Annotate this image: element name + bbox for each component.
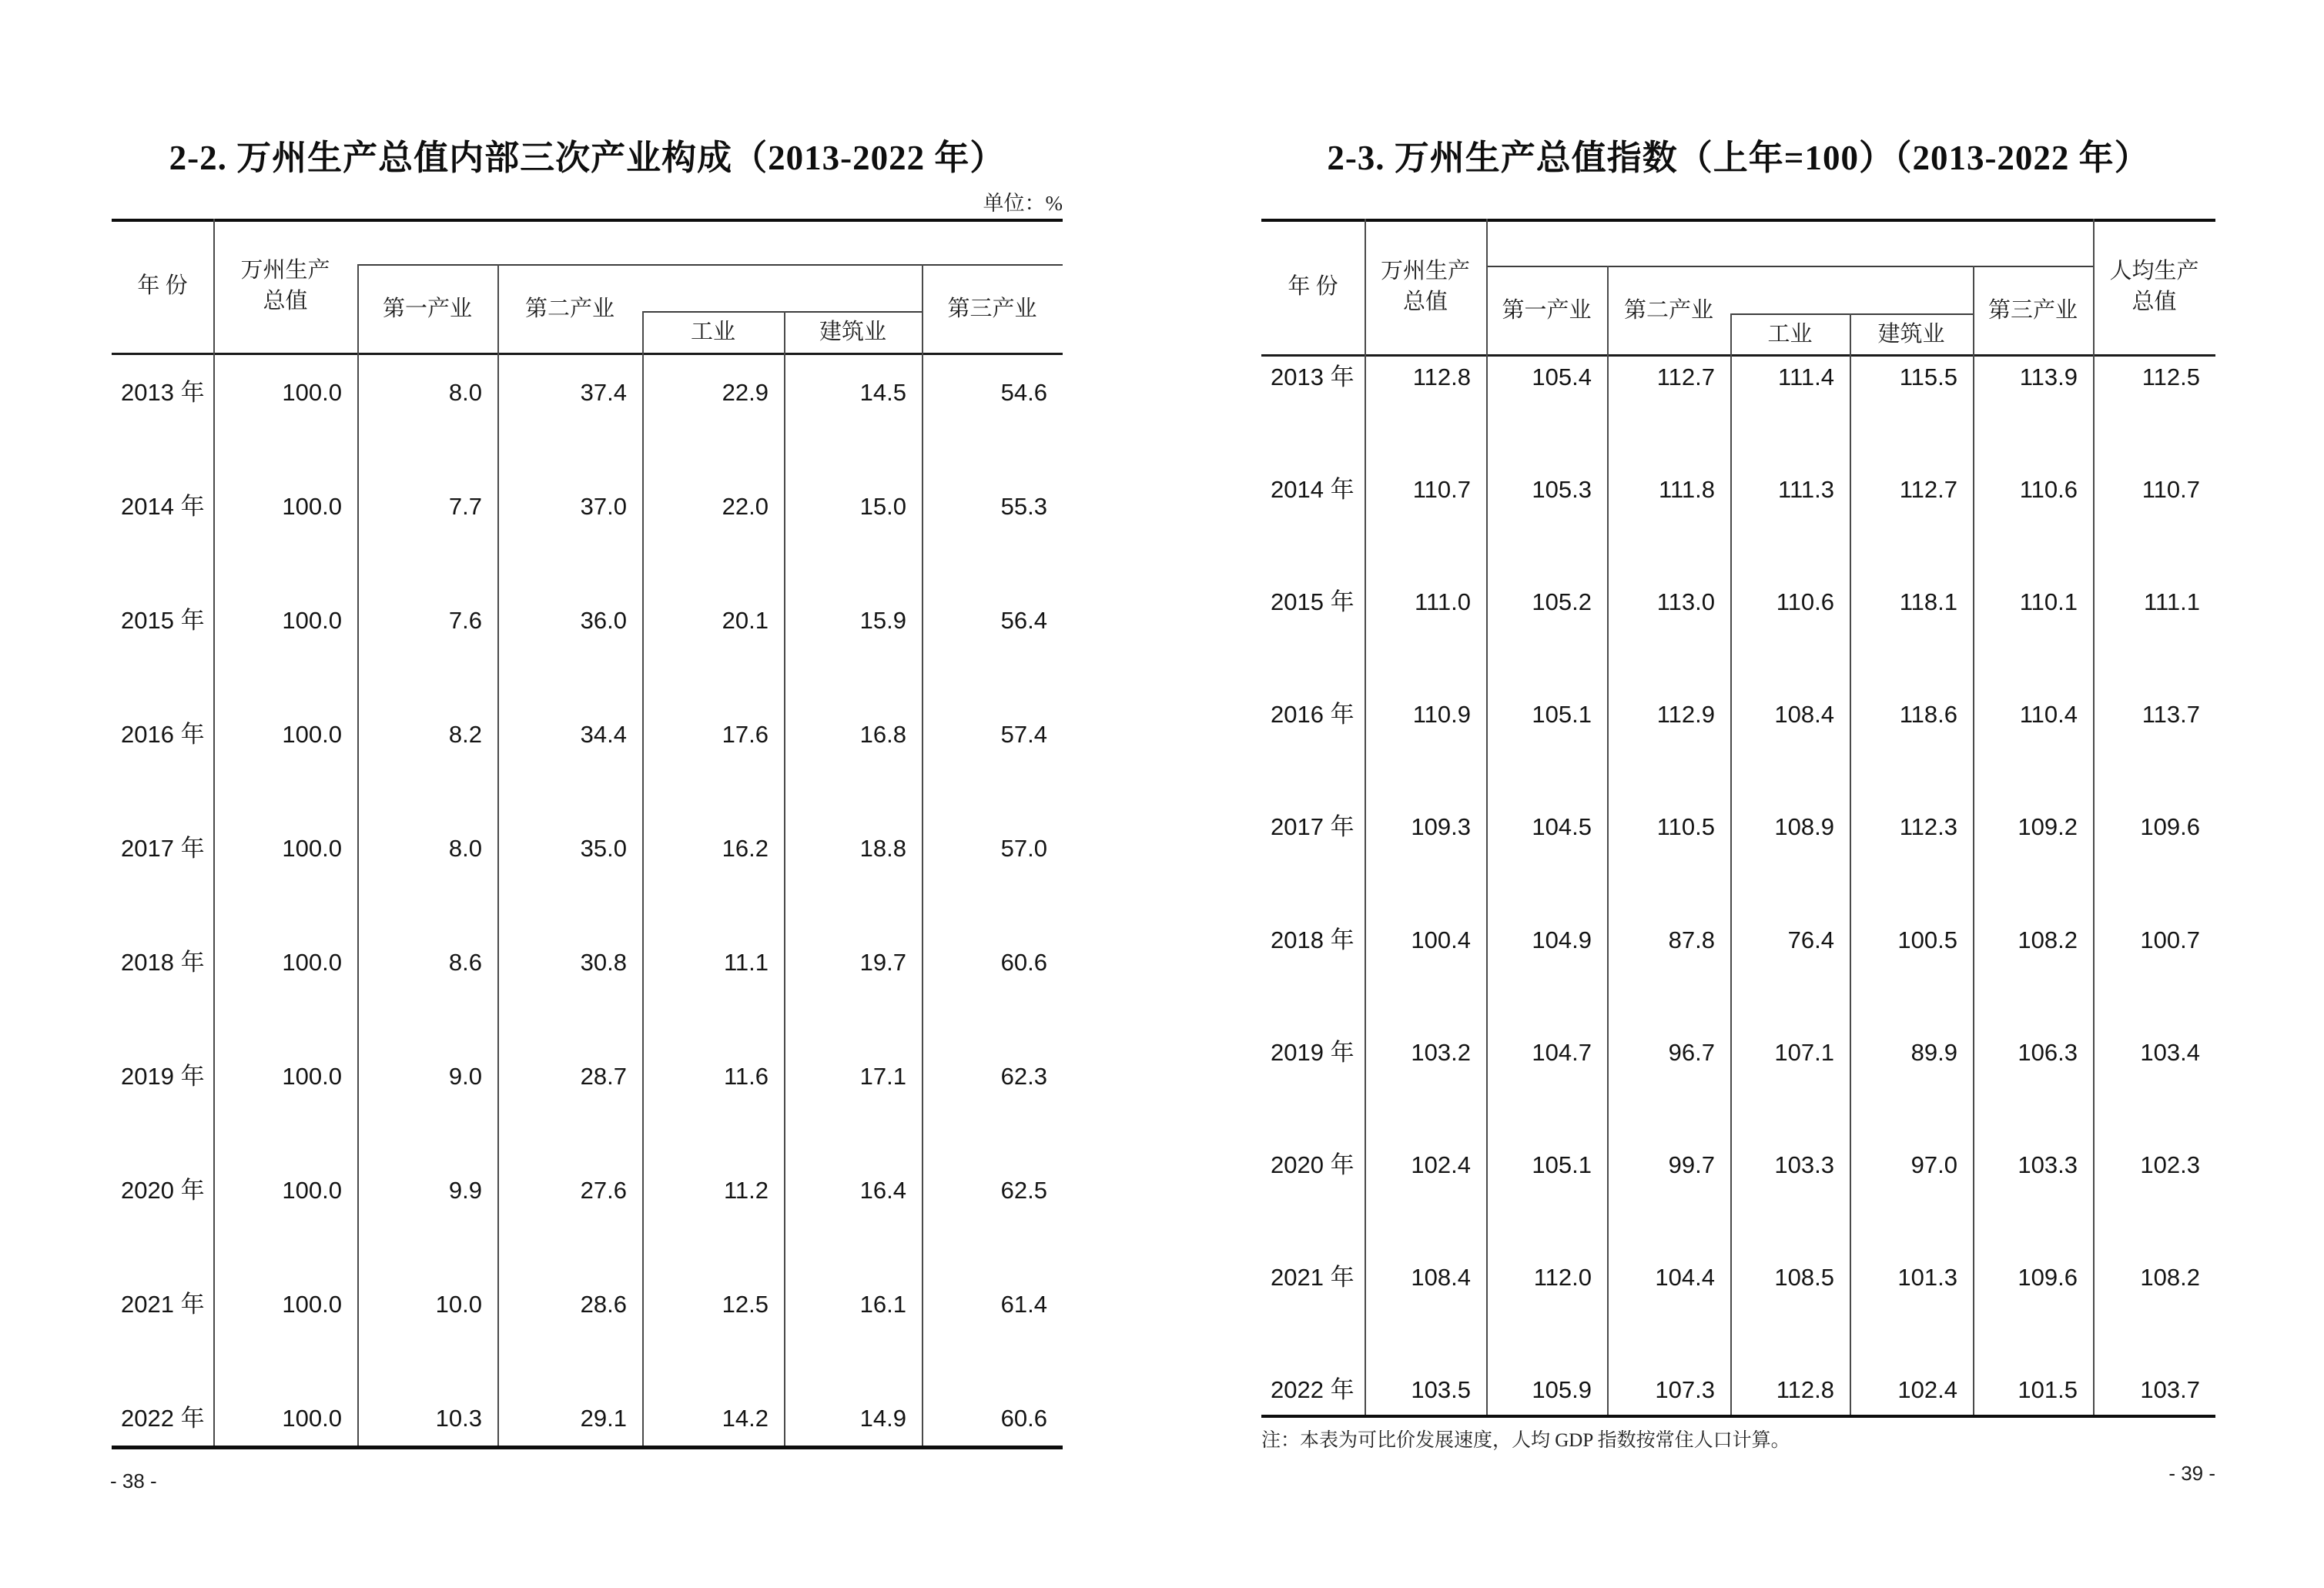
table-cell: 107.3	[1655, 1375, 1715, 1403]
right-table-note: 注：本表为可比价发展速度，人均 GDP 指数按常住人口计算。	[1261, 1430, 1790, 1451]
right-table-vline-industry	[1850, 313, 1851, 1415]
table-cell: 14.5	[859, 379, 906, 406]
table-cell: 108.4	[1411, 1263, 1471, 1291]
table-cell: 110.6	[2019, 476, 2078, 504]
left-table-vline-industry	[784, 311, 785, 1446]
left-table-vline-year	[213, 219, 215, 1446]
table-cell: 100.0	[282, 949, 342, 976]
right-table-vline-primary	[1607, 266, 1609, 1415]
table-cell: 115.5	[1899, 363, 1957, 390]
table-cell: 11.6	[723, 1063, 769, 1090]
table-cell: 110.7	[2141, 476, 2200, 504]
table-cell: 113.0	[1656, 588, 1715, 616]
table-cell: 105.3	[1532, 476, 1592, 504]
left-table-title: 2-2. 万州生产总值内部三次产业构成（2013-2022 年）	[169, 139, 1006, 177]
year-cell: 2019 年	[1271, 1038, 1355, 1066]
table-cell: 112.5	[2141, 363, 2200, 390]
table-cell: 104.7	[1532, 1038, 1592, 1066]
table-cell: 12.5	[722, 1291, 769, 1318]
table-cell: 14.9	[859, 1405, 906, 1432]
table-cell: 109.6	[2140, 813, 2200, 841]
right-header-tertiary: 第三产业	[1987, 297, 2078, 323]
year-cell: 2015 年	[121, 607, 205, 634]
left-table-header-bottom-rule	[112, 353, 1063, 355]
table-cell: 109.3	[1411, 813, 1471, 841]
table-cell: 102.4	[1897, 1375, 1957, 1403]
year-cell: 2016 年	[121, 721, 205, 748]
right-header-industry: 工业	[1767, 321, 1813, 347]
table-cell: 118.6	[1899, 701, 1957, 729]
table-cell: 20.1	[722, 607, 769, 634]
table-cell: 104.4	[1655, 1263, 1715, 1291]
table-cell: 102.4	[1411, 1151, 1471, 1178]
table-cell: 100.0	[282, 1177, 342, 1204]
table-cell: 108.4	[1774, 701, 1834, 729]
table-cell: 103.5	[1411, 1375, 1471, 1403]
right-table-vline-construction	[1973, 266, 1974, 1415]
table-cell: 35.0	[580, 835, 627, 862]
table-cell: 89.9	[1910, 1038, 1957, 1066]
table-cell: 100.0	[282, 1291, 342, 1318]
table-cell: 17.6	[722, 721, 769, 748]
table-cell: 57.4	[1000, 721, 1047, 748]
table-cell: 8.2	[448, 721, 482, 748]
left-header-secondary: 第二产业	[524, 296, 614, 321]
table-cell: 36.0	[580, 607, 627, 634]
table-cell: 118.1	[1899, 588, 1957, 616]
left-page-number: - 38 -	[110, 1469, 157, 1493]
table-cell: 28.7	[580, 1063, 627, 1090]
table-cell: 108.5	[1774, 1263, 1834, 1291]
right-table-title: 2-3. 万州生产总值指数（上年=100）（2013-2022 年）	[1327, 139, 2150, 177]
table-cell: 8.0	[448, 835, 482, 862]
table-cell: 34.4	[580, 721, 627, 748]
table-cell: 103.4	[2140, 1038, 2200, 1066]
table-cell: 100.0	[282, 493, 342, 520]
table-cell: 111.3	[1778, 476, 1834, 504]
table-cell: 112.8	[1776, 1375, 1834, 1403]
table-cell: 112.3	[1899, 813, 1957, 841]
table-cell: 62.5	[1000, 1177, 1047, 1204]
table-cell: 102.3	[2140, 1151, 2200, 1178]
table-cell: 11.2	[723, 1177, 769, 1204]
table-cell: 8.6	[448, 949, 482, 976]
right-table-vline-secondary	[1730, 313, 1732, 1415]
table-cell: 111.4	[1778, 363, 1834, 390]
table-cell: 60.6	[1000, 1405, 1047, 1432]
table-cell: 100.0	[282, 607, 342, 634]
year-cell: 2014 年	[121, 493, 205, 520]
table-cell: 19.7	[859, 949, 906, 976]
right-header-secondary: 第二产业	[1623, 297, 1713, 323]
table-cell: 22.0	[722, 493, 769, 520]
right-table-header-bottom-rule	[1261, 354, 2215, 357]
left-header-year: 年 份	[137, 273, 188, 298]
right-page-number: - 39 -	[2168, 1462, 2215, 1485]
table-cell: 16.8	[859, 721, 906, 748]
table-cell: 9.9	[448, 1177, 482, 1204]
table-cell: 103.2	[1411, 1038, 1471, 1066]
table-cell: 10.0	[435, 1291, 482, 1318]
table-cell: 8.0	[448, 379, 482, 406]
right-table-vline-gdp	[1486, 219, 1488, 1415]
table-cell: 103.3	[1774, 1151, 1834, 1178]
table-cell: 61.4	[1000, 1291, 1047, 1318]
table-cell: 87.8	[1668, 926, 1715, 953]
left-header-primary: 第一产业	[382, 296, 472, 321]
left-header-construction: 建筑业	[819, 320, 886, 344]
table-cell: 16.2	[722, 835, 769, 862]
table-cell: 101.3	[1897, 1263, 1957, 1291]
year-cell: 2013 年	[121, 379, 205, 406]
table-cell: 97.0	[1910, 1151, 1957, 1178]
year-cell: 2017 年	[121, 835, 205, 862]
right-header-primary: 第一产业	[1502, 297, 1592, 323]
table-cell: 27.6	[580, 1177, 627, 1204]
table-cell: 14.2	[722, 1405, 769, 1432]
table-cell: 60.6	[1000, 949, 1047, 976]
table-cell: 76.4	[1787, 926, 1834, 953]
table-cell: 110.4	[2019, 701, 2078, 729]
table-cell: 15.9	[859, 607, 906, 634]
year-cell: 2019 年	[121, 1063, 205, 1090]
table-cell: 110.5	[1656, 813, 1715, 841]
table-cell: 111.8	[1659, 476, 1715, 504]
year-cell: 2018 年	[121, 949, 205, 976]
year-cell: 2018 年	[1271, 926, 1355, 953]
left-header-industry: 工业	[690, 320, 735, 344]
right-header-gdp-line1: 万州生产	[1380, 259, 1470, 283]
table-cell: 108.9	[1774, 813, 1834, 841]
right-header-per-capita	[2093, 219, 2215, 354]
table-cell: 103.3	[2018, 1151, 2078, 1178]
table-cell: 110.1	[2019, 588, 2078, 616]
left-table-vline-gdp	[357, 264, 359, 1446]
table-cell: 101.5	[2018, 1375, 2078, 1403]
table-cell: 105.2	[1532, 588, 1592, 616]
table-cell: 109.6	[2018, 1263, 2078, 1291]
table-cell: 96.7	[1668, 1038, 1715, 1066]
table-cell: 104.9	[1532, 926, 1592, 953]
table-cell: 15.0	[859, 493, 906, 520]
table-cell: 7.6	[448, 607, 482, 634]
table-cell: 37.0	[580, 493, 627, 520]
table-cell: 112.8	[1412, 363, 1471, 390]
left-table-bottom-rule	[112, 1446, 1063, 1449]
table-cell: 37.4	[580, 379, 627, 406]
right-header-gdp	[1365, 219, 1486, 354]
table-cell: 54.6	[1000, 379, 1047, 406]
right-table-bottom-rule	[1261, 1415, 2215, 1418]
table-cell: 108.2	[2018, 926, 2078, 953]
table-cell: 105.1	[1532, 701, 1592, 729]
table-cell: 28.6	[580, 1291, 627, 1318]
table-cell: 9.0	[448, 1063, 482, 1090]
table-cell: 104.5	[1532, 813, 1592, 841]
table-cell: 18.8	[859, 835, 906, 862]
table-cell: 105.9	[1532, 1375, 1592, 1403]
table-cell: 109.2	[2018, 813, 2078, 841]
table-cell: 112.0	[1533, 1263, 1592, 1291]
year-cell: 2022 年	[1271, 1375, 1355, 1403]
table-cell: 111.1	[2144, 588, 2200, 616]
table-cell: 55.3	[1000, 493, 1047, 520]
table-cell: 62.3	[1000, 1063, 1047, 1090]
right-table-vline-tertiary	[2093, 219, 2095, 1415]
right-header-year: 年 份	[1288, 274, 1338, 299]
table-cell: 103.7	[2140, 1375, 2200, 1403]
year-cell: 2017 年	[1271, 813, 1355, 841]
left-header-gdp	[213, 219, 357, 353]
year-cell: 2013 年	[1271, 363, 1355, 390]
table-cell: 111.0	[1415, 588, 1471, 616]
table-cell: 100.0	[282, 1405, 342, 1432]
table-cell: 29.1	[580, 1405, 627, 1432]
table-cell: 30.8	[580, 949, 627, 976]
table-cell: 108.2	[2140, 1263, 2200, 1291]
right-header-per-capita-line2: 总值	[2131, 290, 2177, 314]
left-table-vline-primary	[497, 264, 499, 1446]
year-cell: 2021 年	[121, 1291, 205, 1318]
year-cell: 2015 年	[1271, 588, 1355, 616]
table-cell: 113.9	[2019, 363, 2078, 390]
right-header-gdp-line2: 总值	[1402, 290, 1448, 314]
right-header-per-capita-line1: 人均生产	[2109, 259, 2199, 283]
table-cell: 105.1	[1532, 1151, 1592, 1178]
table-cell: 100.7	[2140, 926, 2200, 953]
table-cell: 100.5	[1897, 926, 1957, 953]
year-cell: 2020 年	[1271, 1151, 1355, 1178]
right-header-construction: 建筑业	[1877, 321, 1945, 347]
right-table-vline-year	[1365, 219, 1366, 1415]
table-cell: 110.9	[1412, 701, 1471, 729]
table-cell: 56.4	[1000, 607, 1047, 634]
year-cell: 2014 年	[1271, 476, 1355, 504]
table-cell: 106.3	[2018, 1038, 2078, 1066]
year-cell: 2022 年	[121, 1405, 205, 1432]
table-cell: 10.3	[435, 1405, 482, 1432]
table-cell: 16.1	[859, 1291, 906, 1318]
left-table-unit-label: 单位：%	[983, 192, 1063, 215]
left-header-gdp-line1: 万州生产	[240, 258, 330, 283]
table-cell: 105.4	[1532, 363, 1592, 390]
table-cell: 113.7	[2141, 701, 2200, 729]
table-cell: 112.9	[1656, 701, 1715, 729]
table-cell: 100.0	[282, 835, 342, 862]
year-cell: 2020 年	[121, 1177, 205, 1204]
table-cell: 110.6	[1776, 588, 1834, 616]
table-cell: 110.7	[1412, 476, 1471, 504]
table-cell: 16.4	[859, 1177, 906, 1204]
table-cell: 100.0	[282, 1063, 342, 1090]
year-cell: 2016 年	[1271, 701, 1355, 729]
table-cell: 107.1	[1774, 1038, 1834, 1066]
table-cell: 100.0	[282, 721, 342, 748]
table-cell: 99.7	[1668, 1151, 1715, 1178]
table-cell: 112.7	[1899, 476, 1957, 504]
left-header-gdp-line2: 总值	[263, 289, 308, 313]
table-cell: 57.0	[1000, 835, 1047, 862]
table-cell: 17.1	[859, 1063, 906, 1090]
table-cell: 112.7	[1656, 363, 1715, 390]
left-header-tertiary: 第三产业	[947, 296, 1037, 321]
table-cell: 22.9	[722, 379, 769, 406]
left-table-vline-construction	[922, 264, 923, 1446]
table-cell: 100.0	[282, 379, 342, 406]
table-cell: 11.1	[723, 949, 769, 976]
left-table-vline-secondary	[642, 311, 644, 1446]
year-cell: 2021 年	[1271, 1263, 1355, 1291]
table-cell: 7.7	[448, 493, 482, 520]
table-cell: 100.4	[1411, 926, 1471, 953]
